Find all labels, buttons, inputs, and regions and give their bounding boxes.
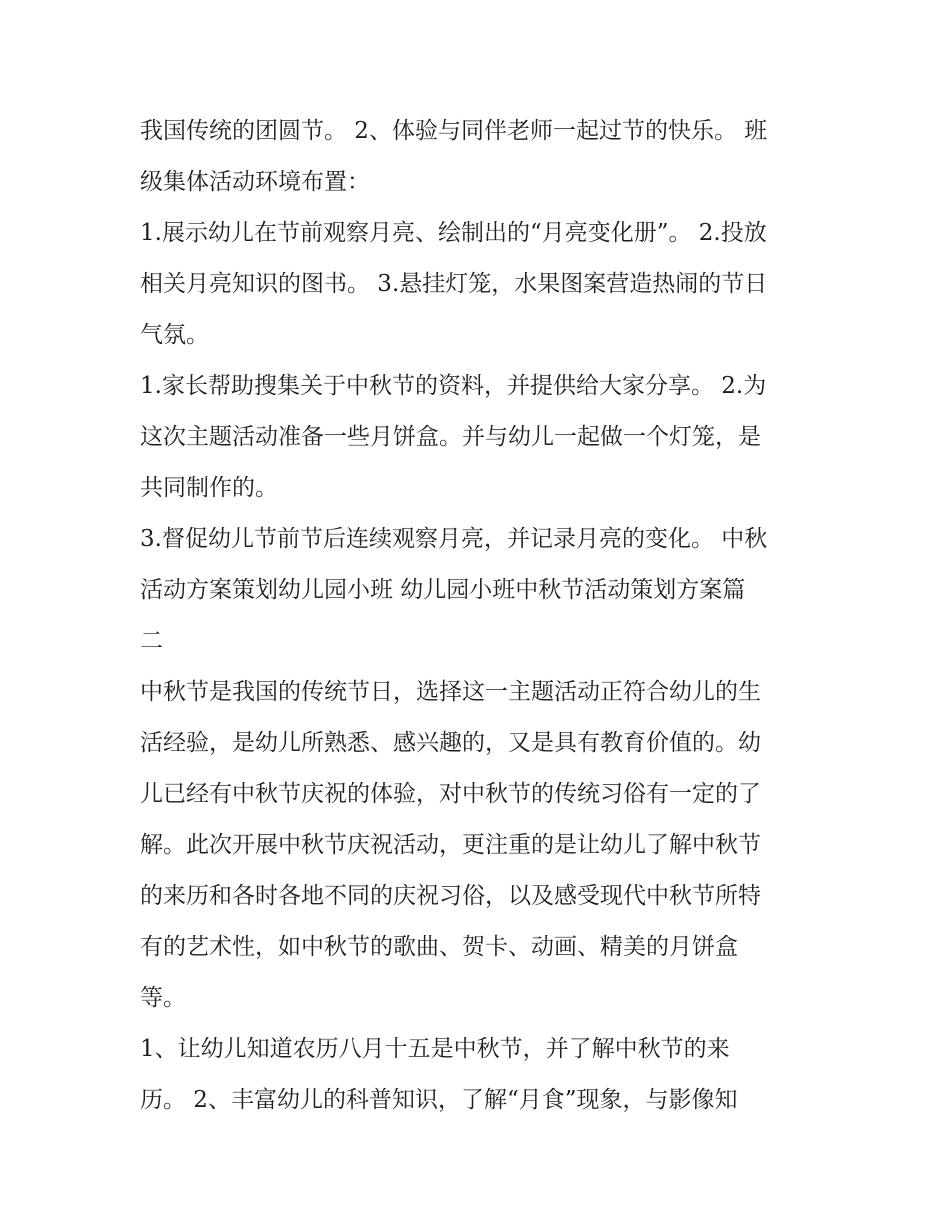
text-line: 的来历和各时各地不同的庆祝习俗，以及感受现代中秋节所特 xyxy=(140,883,761,909)
text-line: 共同制作的。 xyxy=(140,475,278,501)
text-line: 活经验，是幼儿所熟悉、感兴趣的，又是具有教育价值的。幼 xyxy=(140,730,761,756)
text-line: 我国传统的团圆节。 2、体验与同伴老师一起过节的快乐。 班 xyxy=(140,118,768,144)
text-line: 1.展示幼儿在节前观察月亮、绘制出的“月亮变化册”。 2.投放 xyxy=(140,220,767,246)
text-line: 气氛。 xyxy=(140,322,209,348)
text-line: 有的艺术性，如中秋节的歌曲、贺卡、动画、精美的月饼盒 xyxy=(140,934,738,960)
text-line: 等。 xyxy=(140,985,186,1011)
text-line: 相关月亮知识的图书。 3.悬挂灯笼，水果图案营造热闹的节日 xyxy=(140,271,768,297)
text-line: 活动方案策划幼儿园小班 幼儿园小班中秋节活动策划方案篇 xyxy=(140,577,746,603)
text-line: 3.督促幼儿节前节后连续观察月亮，并记录月亮的变化。 中秋 xyxy=(140,526,768,552)
text-line: 1、让幼儿知道农历八月十五是中秋节，并了解中秋节的来 xyxy=(140,1036,730,1062)
text-line: 1.家长帮助搜集关于中秋节的资料，并提供给大家分享。 2.为 xyxy=(140,373,767,399)
text-line: 历。 2、丰富幼儿的科普知识，了解“月食”现象，与影像知 xyxy=(140,1087,738,1113)
text-line: 二 xyxy=(140,628,163,654)
body-text xyxy=(140,106,820,1126)
text-line: 儿已经有中秋节庆祝的体验，对中秋节的传统习俗有一定的了 xyxy=(140,781,761,807)
text-line: 解。此次开展中秋节庆祝活动，更注重的是让幼儿了解中秋节 xyxy=(140,832,761,858)
text-line: 级集体活动环境布置： xyxy=(140,169,370,195)
text-line: 这次主题活动准备一些月饼盒。并与幼儿一起做一个灯笼，是 xyxy=(140,424,761,450)
text-line: 中秋节是我国的传统节日，选择这一主题活动正符合幼儿的生 xyxy=(140,679,761,705)
